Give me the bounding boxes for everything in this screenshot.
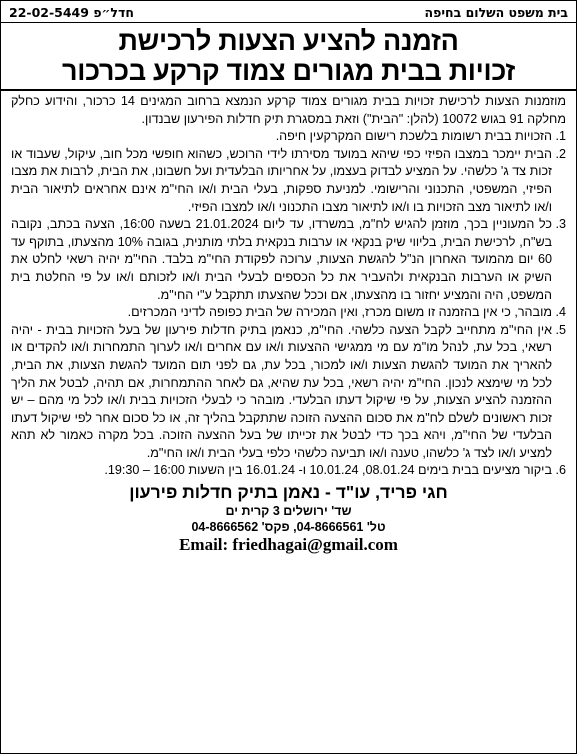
title-line-2: זכויות בבית מגורים צמוד קרקע בכרכור <box>61 56 515 86</box>
item-text: אין החי"מ מתחייב לקבל הצעה כלשהי. החי"מ, כנאמן בתיק חדלות פירעון של בעל הזכויות בבית - יהיה רשאי, בכל עת, לנהל מו"מ עם מי ממגישי ההצעות ו/או עם אחרים ו/או לערוך התמחרות ו/או להקדים או להאריך את המועד להגשת הצעות ו/או למכור, בכל עת, גם לפני תום המועד להגשת הצעות, את הבית, לכל מי שימצא לנכון. החי"מ יהיה רשאי, בכל עת שהיא, גם לאחר ההתמחרות, אם תהיה, לבטל את הליך ההזמנה להציע הצעות, על פי שיקול דעתו הבלעדי. מובהר כי לבעלי הזכויות בבית ו/או לכל מי מהם – יש זכות ראשונים לשלם לח"מ את סכום ההצעה הזוכה שתתקבל בהליך זה, או כל סכום אחר לפי שיקול דעתו הבלעדי של החי"מ, ויהא בכך כדי לבטל את זכייתו של בעל ההצעה הזוכה. בכל מקרה כאמור לא תהא למציע ו/או לצד ג' כלשהו, טענה ו/או תביעה כלשהי כלפי בעלי הבית ו/או החי"מ. <box>11 322 552 460</box>
item-number: 5. <box>555 322 566 337</box>
item-number: 1. <box>555 129 566 144</box>
intro-paragraph: מוזמנות הצעות לרכישת זכויות בבית מגורים צמוד קרקע הנמצא ברחוב המגינים 14 כרכור, והידוע כחלק מחלקה 91 בגוש 10072 (להלן: "הבית") וזאת במסגרת תיק חדלות הפירעון שבנדון. <box>11 94 566 126</box>
list-item <box>11 128 566 146</box>
item-text: מובהר, כי אין בהזמנה זו משום מכרז, ואין המכירה של הבית כפופה לדיני המכרזים. <box>127 305 552 320</box>
court-name: בית משפט השלום בחיפה <box>424 5 568 20</box>
case-number: חדל״פ 22-02-5449 <box>9 5 134 20</box>
notice-body <box>1 91 576 480</box>
signer-phone: טל' 04-8666561, פקס' 04-8666562 <box>191 520 386 535</box>
item-number: 6. <box>555 463 566 478</box>
signature-block <box>1 482 576 555</box>
notice-header <box>1 1 576 23</box>
list-item <box>11 304 566 322</box>
notice-title <box>7 26 570 86</box>
list-item <box>11 146 566 216</box>
item-number: 4. <box>555 305 566 320</box>
item-number: 3. <box>555 217 566 232</box>
terms-list <box>11 128 566 480</box>
item-text: הבית יימכר במצבו הפיזי כפי שיהא במועד מסירתו לידי הרוכש, כשהוא חופשי מכל חוב, עיקול, שעבוד או זכות צד ג' כלשהי. על המציע לבדוק בעצמו, על אחריותו הבלעדית ועל חשבונו, את הבית, לרבות את מצבו הפיזי, המשפטי, התכנוני והרישומי. למניעת ספקות, בעלי הבית ו/או החי"מ אינם אחראים לתיאור הבית ו/או לתיאור מצב הזכויות בו ו/או לתיאור מצבו התכנוני ו/או למצבו הפיזי. <box>11 146 552 214</box>
item-text: כל המעוניין בכך, מוזמן להגיש לח"מ, במשרדו, עד ליום 21.01.2024 בשעה 16:00, הצעה בכתב, נקובה בש"ח, לרכישת הבית, בליווי שיק בנקאי או ערבות בנקאית בלתי מותנית, בגובה 10% מהצעתו, בתוקף עד 60 יום מהמועד האחרון הנ"ל להגשת הצעות, ערוכה לפקודת החי"מ בלבד. החי"מ יהיה רשאי לחלט את השיק או הערבות הבנקאית ולהעביר את כל הכספים לבעלי הבית ו/או לזכותם ו/או על פי החלטת בית המשפט, היה והמציע יחזור בו מהצעתו, אם וככל שהצעתו תתקבל ע"י החי"מ. <box>11 217 552 302</box>
list-item <box>11 216 566 304</box>
title-line-1: הזמנה להציע הצעות לרכישת <box>118 26 459 56</box>
list-item <box>11 322 566 463</box>
item-text: הזכויות בבית רשומות בלשכת רישום המקרקעין חיפה. <box>275 129 552 144</box>
item-text: ביקור מציעים בבית בימים 08.01.24, 10.01.24 ו- 16.01.24 בין השעות 16:00 – 19:30. <box>104 463 552 478</box>
signer-address: שד' ירושלים 3 קרית ים <box>225 504 352 519</box>
list-item <box>11 462 566 480</box>
item-number: 2. <box>555 146 566 161</box>
signer-name: חגי פריד, עו"ד - נאמן בתיק חדלות פירעון <box>129 482 448 503</box>
signer-email[interactable]: Email: friedhagai@gmail.com <box>179 535 398 555</box>
